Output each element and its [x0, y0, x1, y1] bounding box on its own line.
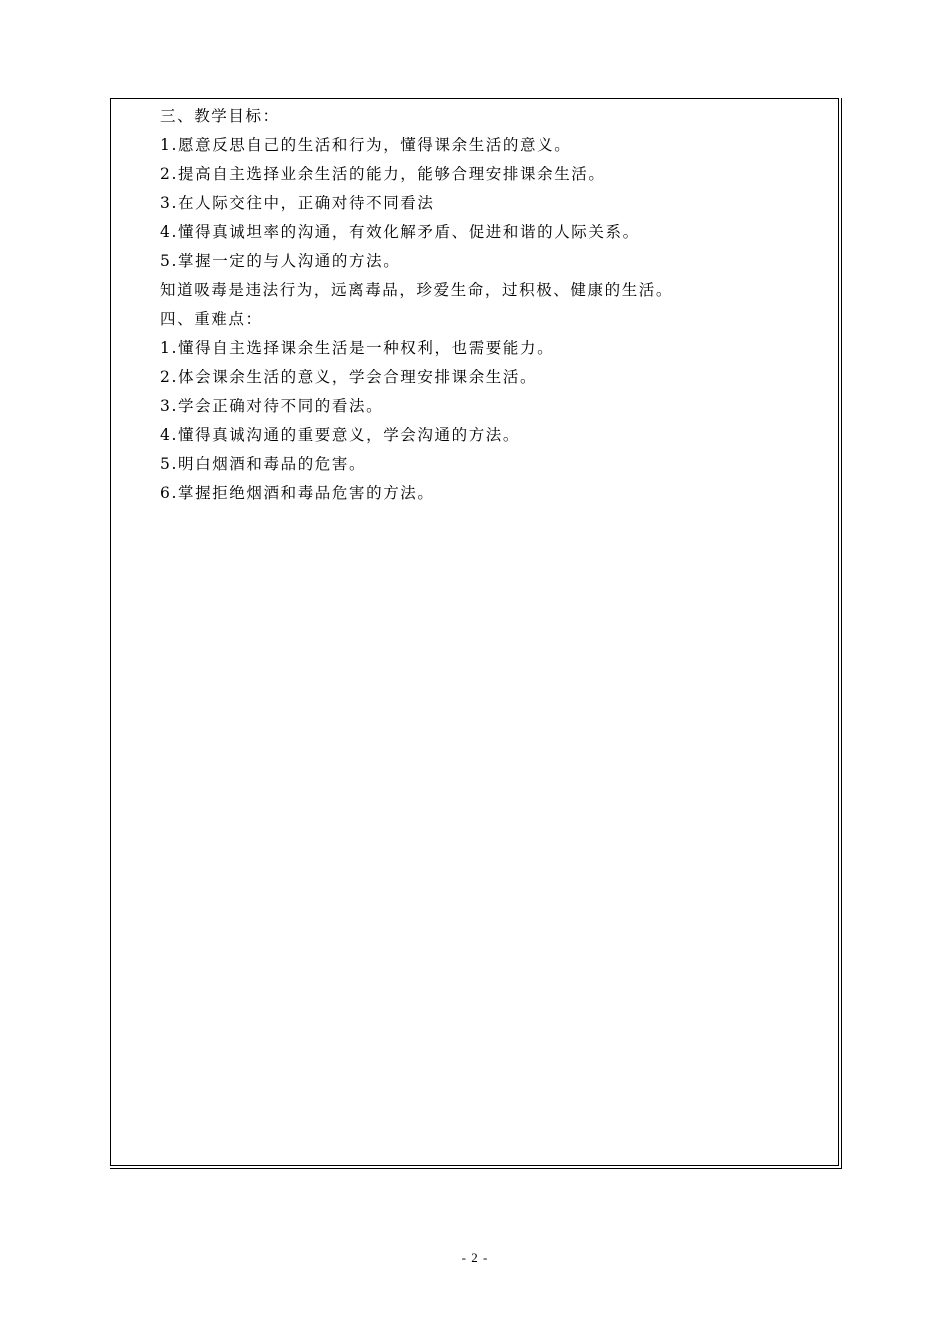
objective-item: 5.掌握一定的与人沟通的方法。	[160, 252, 401, 270]
key-point-item: 2.体会课余生活的意义，学会合理安排课余生活。	[160, 368, 538, 386]
objective-item: 知道吸毒是违法行为，远离毒品，珍爱生命，过积极、健康的生活。	[160, 281, 674, 299]
document-body	[160, 102, 830, 508]
objective-item: 3.在人际交往中，正确对待不同看法	[160, 194, 435, 212]
section-heading-key-points: 四、重难点：	[160, 310, 263, 328]
page-number: - 2 -	[461, 1250, 489, 1265]
table-bottom-border	[110, 1168, 842, 1169]
key-point-item: 1.懂得自主选择课余生活是一种权利，也需要能力。	[160, 339, 555, 357]
objective-item: 4.懂得真诚坦率的沟通，有效化解矛盾、促进和谐的人际关系。	[160, 223, 640, 241]
objective-item: 2.提高自主选择业余生活的能力，能够合理安排课余生活。	[160, 165, 606, 183]
table-right-border	[841, 98, 842, 1169]
key-point-item: 3.学会正确对待不同的看法。	[160, 397, 384, 415]
key-point-item: 4.懂得真诚沟通的重要意义，学会沟通的方法。	[160, 426, 520, 444]
key-point-item: 5.明白烟酒和毒品的危害。	[160, 455, 367, 473]
objective-item: 1.愿意反思自己的生活和行为，懂得课余生活的意义。	[160, 136, 572, 154]
section-heading-objectives: 三、教学目标：	[160, 107, 280, 125]
key-point-item: 6.掌握拒绝烟酒和毒品危害的方法。	[160, 484, 435, 502]
